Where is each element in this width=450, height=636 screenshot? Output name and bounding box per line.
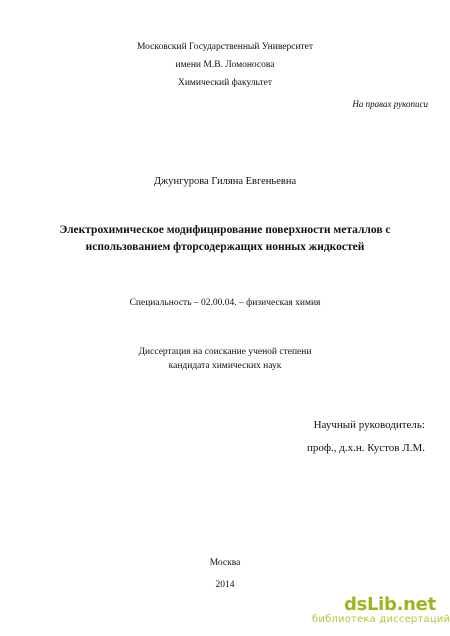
year: 2014 [215,580,235,590]
title-line-2: использованием фторсодержащих ионных жидкостей [85,241,365,253]
dissertation-title [0,222,450,256]
supervisor-name: проф., д.х.н. Кустов Л.М. [307,442,425,454]
university-named-after: имени М.В. Ломоносова [175,60,275,70]
dissertation-degree [0,345,450,373]
manuscript-note: На правах рукописи [352,99,428,109]
degree-line-1: Диссертация на соискание ученой степени [138,347,312,357]
supervisor-label: Научный руководитель: [313,419,425,431]
faculty-name: Химический факультет [177,78,273,88]
author-name: Джунгурова Гиляна Евгеньевна [153,176,297,187]
degree-line-2: кандидата химических наук [168,361,282,371]
city: Москва [209,558,241,568]
watermark-logo: dsLib.net [344,594,436,615]
watermark [312,594,450,626]
title-line-1: Электрохимическое модифицирование поверхности металлов с [59,224,391,236]
specialty: Специальность – 02.00.04. – физическая химия [129,298,321,308]
university-name: Московский Государственный Университет [136,42,314,52]
watermark-subtitle: библиотека диссертаций [312,614,450,625]
